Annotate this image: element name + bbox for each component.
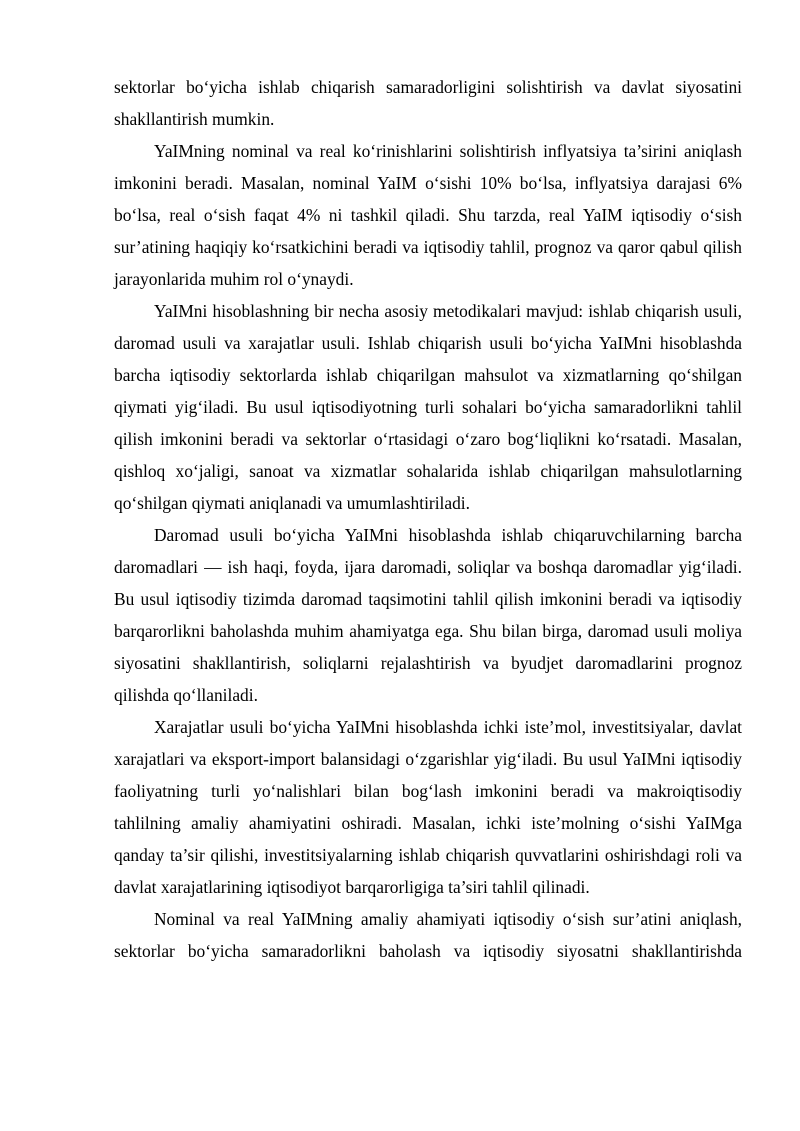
paragraph-1: sektorlar bo‘yicha ishlab chiqarish samaradorligini solishtirish va davlat siyosatini shakllantirish mumkin. — [114, 77, 742, 129]
paragraph-6: Nominal va real YaIMning amaliy ahamiyati iqtisodiy o‘sish sur’atini aniqlash, sektorlar bo‘yicha samaradorlikni baholash va iqtisodiy siyosatni shakllantirishda — [114, 909, 742, 961]
paragraph-4: Daromad usuli bo‘yicha YaIMni hisoblashda ishlab chiqaruvchilarning barcha daromadlari — ish haqi, foyda, ijara daromadi, soliqlar va boshqa daromadlar yig‘iladi. Bu usul iqtisodiy tizimda daromad taqsimotini tahlil qilish imkonini beradi va iqtisodiy barqarorlikni baholashda muhim ahamiyatga ega. Shu bilan birga, daromad usuli moliya siyosatini shakllantirish, soliqlarni rejalashtirish va byudjet daromadlarini prognoz qilishda qo‘llaniladi. — [114, 525, 742, 705]
paragraph-5: Xarajatlar usuli bo‘yicha YaIMni hisoblashda ichki iste’mol, investitsiyalar, davlat xarajatlari va eksport-import balansidagi o‘zgarishlar yig‘iladi. Bu usul YaIMni iqtisodiy faoliyatning turli yo‘nalishlari bilan bog‘lash imkonini beradi va makroiqtisodiy tahlilning amaliy ahamiyatini oshiradi. Masalan, ichki iste’molning o‘sishi YaIMga qanday ta’sir qilishi, investitsiyalarning ishlab chiqarish quvvatlarini oshirishdagi roli va davlat xarajatlarining iqtisodiyot barqarorligiga ta’siri tahlil qilinadi. — [114, 717, 742, 897]
paragraph-2: YaIMning nominal va real ko‘rinishlarini solishtirish inflyatsiya ta’sirini aniqlash imkonini beradi. Masalan, nominal YaIM o‘sishi 10% bo‘lsa, inflyatsiya darajasi 6% bo‘lsa, real o‘sish faqat 4% ni tashkil qiladi. Shu tarzda, real YaIM iqtisodiy o‘sish sur’atining haqiqiy ko‘rsatkichini beradi va iqtisodiy tahlil, prognoz va qaror qabul qilish jarayonlarida muhim rol o‘ynaydi. — [114, 141, 742, 289]
document-page — [114, 71, 742, 967]
paragraph-3: YaIMni hisoblashning bir necha asosiy metodikalari mavjud: ishlab chiqarish usuli, daromad usuli va xarajatlar usuli. Ishlab chiqarish usuli bo‘yicha YaIMni hisoblashda barcha iqtisodiy sektorlarda ishlab chiqarilgan mahsulot va xizmatlarning qo‘shilgan qiymati yig‘iladi. Bu usul iqtisodiyotning turli sohalari bo‘yicha samaradorlikni tahlil qilish imkonini beradi va sektorlar o‘rtasidagi o‘zaro bog‘liqlikni ko‘rsatadi. Masalan, qishloq xo‘jaligi, sanoat va xizmatlar sohalarida ishlab chiqarilgan mahsulotlarning qo‘shilgan qiymati aniqlanadi va umumlashtiriladi. — [114, 301, 742, 513]
